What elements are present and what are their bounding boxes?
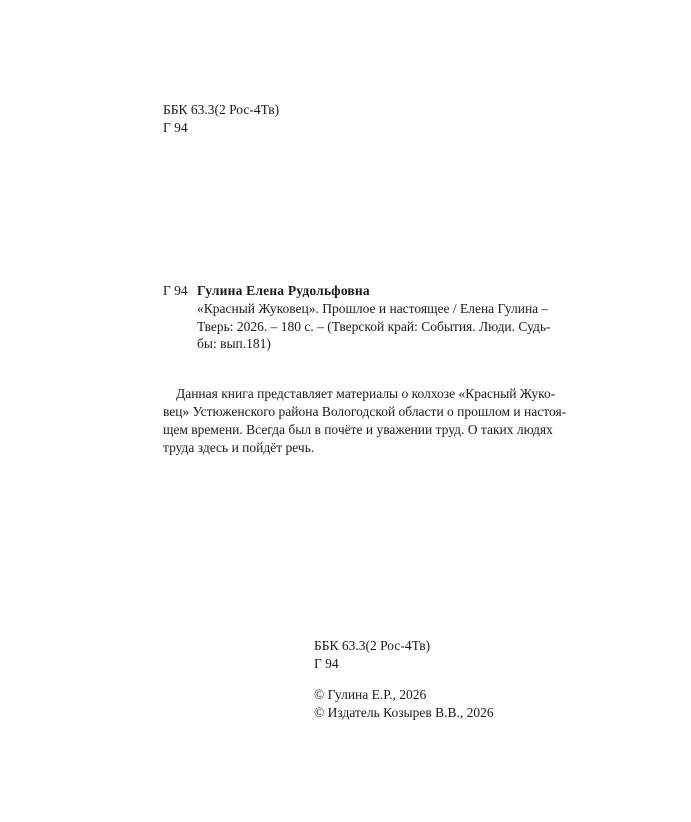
catalog-series-line: бы: вып.181) [197,336,271,351]
annotation-line: труда здесь и пойдёт речь. [163,440,315,455]
annotation-line: щем времени. Всегда был в почёте и уважении труд. О таких людях [163,422,553,437]
annotation-line: Данная книга представляет материалы о колхозе «Красный Жуко- [176,386,556,401]
author-mark-bottom: Г 94 [314,656,339,671]
catalog-imprint-line: Тверь: 2026. – 180 с. – (Тверской край: События. Люди. Судь- [197,319,551,334]
catalog-title-line: «Красный Жуковец». Прошлое и настоящее / Елена Гулина – [197,301,549,316]
bbk-code-top: ББК 63.3(2 Рос-4Тв) [163,102,280,117]
catalog-author: Гулина Елена Рудольфовна [197,283,370,298]
annotation-line: вец» Устюженского района Вологодской области о прошлом и настоя- [163,404,567,419]
copyright-publisher: © Издатель Козырев В.В., 2026 [314,705,494,720]
catalog-mark: Г 94 [163,283,188,298]
copyright-author: © Гулина Е.Р., 2026 [314,687,427,702]
bbk-code-bottom: ББК 63.3(2 Рос-4Тв) [314,638,431,653]
author-mark-top: Г 94 [163,120,188,135]
